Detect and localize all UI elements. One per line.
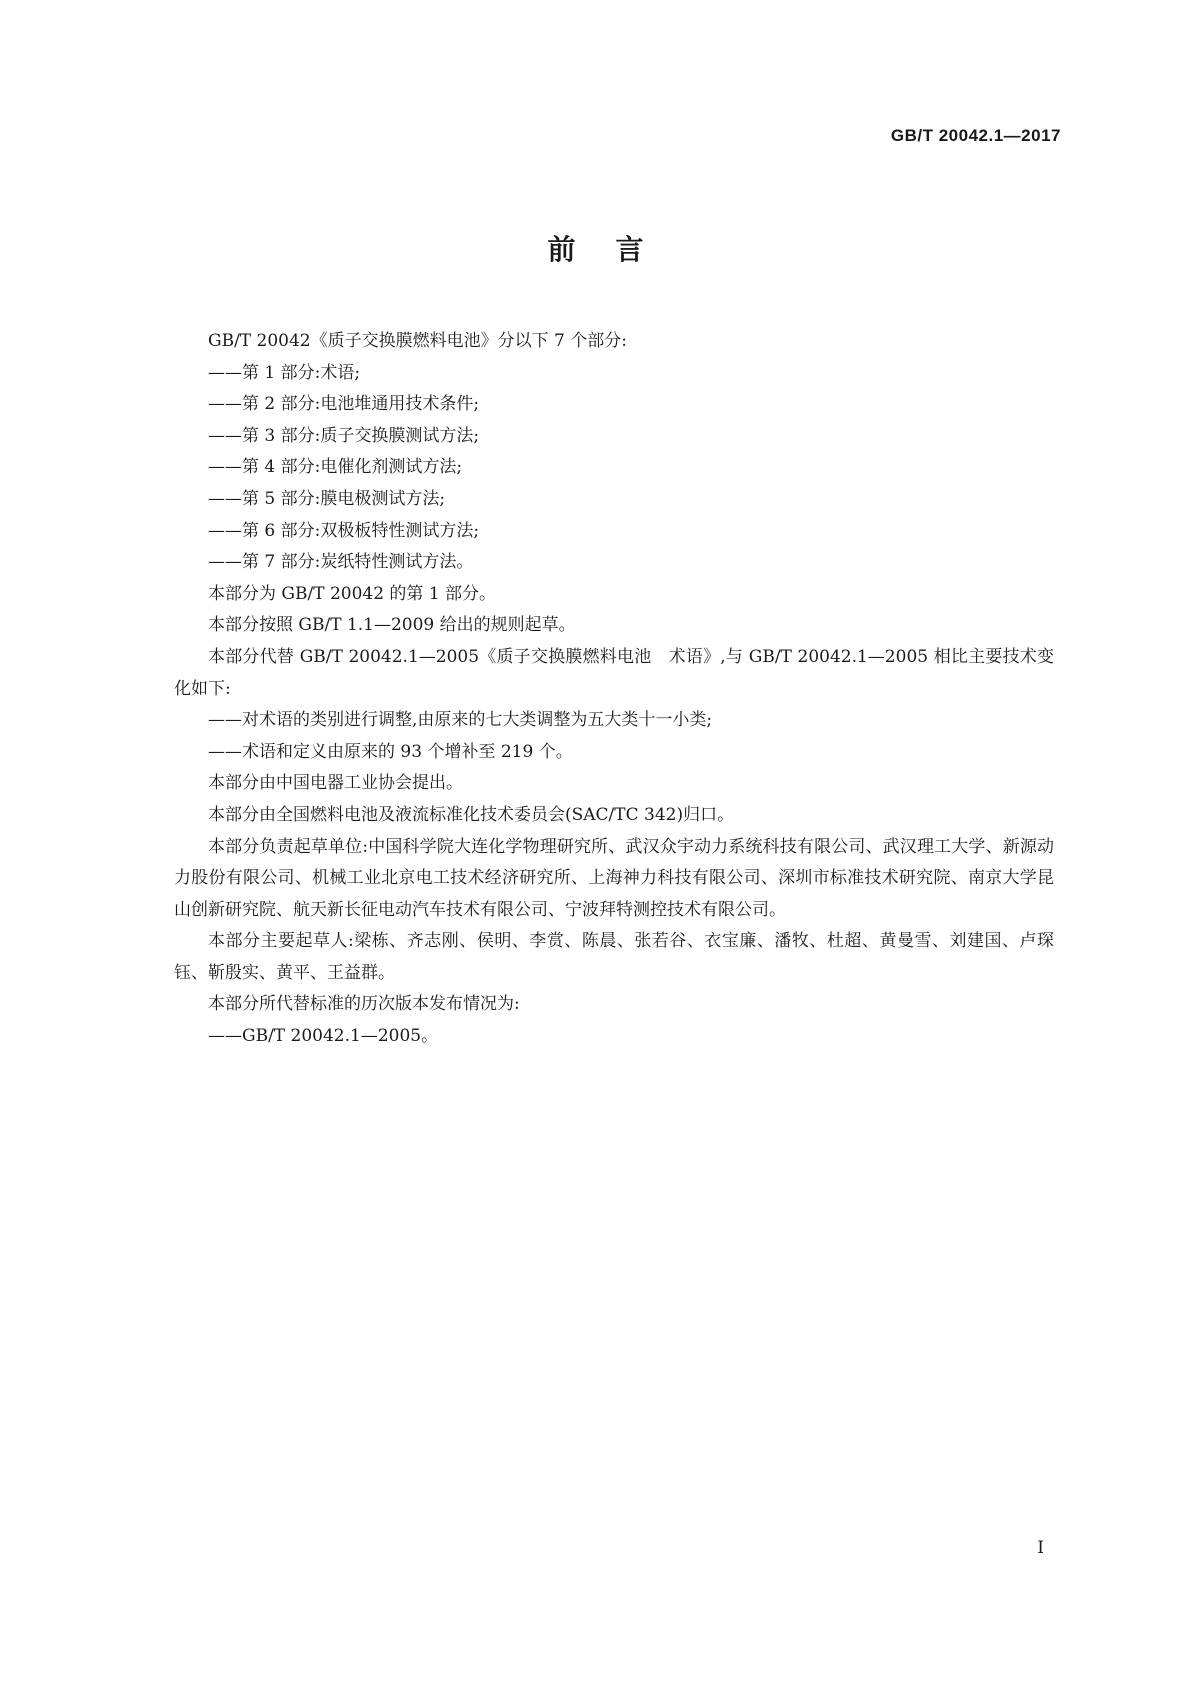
list-item: ——第 6 部分:双极板特性测试方法; xyxy=(208,520,480,541)
list-item: ——术语和定义由原来的 93 个增补至 219 个。 xyxy=(208,741,573,762)
list-item: ——第 1 部分:术语; xyxy=(208,362,361,383)
list-item: ——GB/T 20042.1—2005。 xyxy=(208,1026,439,1047)
document-code: GB/T 20042.1—2017 xyxy=(890,126,1061,145)
list-item: ——第 7 部分:炭纸特性测试方法。 xyxy=(208,552,474,573)
paragraph: 本部分由中国电器工业协会提出。 xyxy=(208,773,463,794)
paragraph: 本部分为 GB/T 20042 的第 1 部分。 xyxy=(208,583,497,604)
paragraph: 本部分按照 GB/T 1.1—2009 给出的规则起草。 xyxy=(208,615,576,636)
paragraph: GB/T 20042《质子交换膜燃料电池》分以下 7 个部分: xyxy=(208,331,627,351)
list-item: ——第 4 部分:电催化剂测试方法; xyxy=(208,457,463,478)
page-number: I xyxy=(1037,1538,1044,1558)
list-item: ——对术语的类别进行调整,由原来的七大类调整为五大类十一小类; xyxy=(208,710,713,731)
paragraph: 本部分由全国燃料电池及液流标准化技术委员会(SAC/TC 342)归口。 xyxy=(208,804,735,825)
paragraph: 本部分代替 GB/T 20042.1—2005《质子交换膜燃料电池 术语》,与 GB/T 20042.1—2005 相比主要技术变化如下: xyxy=(174,646,1054,699)
paragraph: 本部分负责起草单位:中国科学院大连化学物理研究所、武汉众宇动力系统科技有限公司、武汉理工大学、新源动力股份有限公司、机械工业北京电工技术经济研究所、上海神力科技有限公司、深圳市标准技术研究院、南京大学昆山创新研究院、航天新长征电动汽车技术有限公司、宁波拜特测控技术有限公司。 xyxy=(174,836,1054,920)
list-item: ——第 2 部分:电池堆通用技术条件; xyxy=(208,394,480,415)
paragraph: 本部分主要起草人:梁栋、齐志刚、侯明、李赏、陈晨、张若谷、衣宝廉、潘牧、杜超、黄曼雪、刘建国、卢琛钰、靳殷实、黄平、王益群。 xyxy=(174,931,1054,983)
list-item: ——第 3 部分:质子交换膜测试方法; xyxy=(208,425,480,446)
list-item: ——第 5 部分:膜电极测试方法; xyxy=(208,488,446,509)
page-title: 前言 xyxy=(547,233,684,266)
paragraph: 本部分所代替标准的历次版本发布情况为: xyxy=(208,994,520,1015)
foreword-body xyxy=(174,326,1054,1053)
